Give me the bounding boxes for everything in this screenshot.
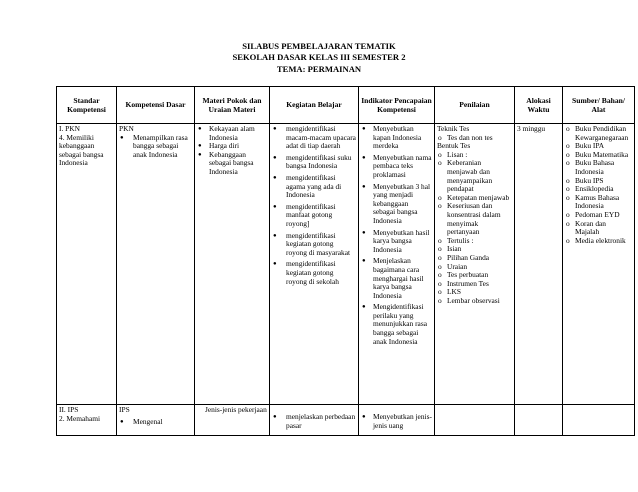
list-item: o Tes dan non tes — [437, 134, 512, 143]
header-sumber: Sumber/ Bahan/ Alat — [563, 87, 635, 124]
cell-materi — [195, 405, 270, 436]
kd-head: PKN — [119, 124, 134, 133]
list-item: o Lisan : — [437, 151, 512, 160]
list-item: o Instrumen Tes — [437, 280, 512, 289]
list-item: ● Menyebutkan hasil karya bangsa Indonesia — [361, 229, 432, 255]
teknik-label: Teknik Tes — [437, 124, 470, 133]
sk-item: 2. Memahami — [59, 413, 101, 423]
title-line-1: SILABUS PEMBELAJARAN TEMATIK — [242, 41, 396, 51]
table-row — [57, 124, 635, 405]
kd-head: IPS — [119, 405, 130, 414]
list-item: o Tes perbuatan — [437, 271, 512, 280]
title-line-2: SEKOLAH DASAR KELAS III SEMESTER 2 — [232, 52, 406, 62]
list-item: ● Menjelaskan bagaimana cara menghargai hasil karya bangsa Indonesia — [361, 257, 432, 300]
list-item: ● mengidentifikasi macam-macam upacara adat di tiap daerah — [272, 125, 356, 151]
header-kegiatan: Kegiatan Belajar — [270, 87, 359, 124]
list-item: ● Menyebutkan kapan Indonesia merdeka — [361, 125, 432, 151]
cell-indikator — [359, 124, 435, 405]
list-item: o Media elektronik — [565, 237, 632, 246]
cell-penilaian — [435, 405, 515, 436]
kegiatan-list — [272, 413, 356, 430]
list-item: o Lembar observasi — [437, 297, 512, 306]
alokasi-value: 3 minggu — [517, 124, 546, 133]
list-item: ● mengidentifikasi agama yang ada di Indonesia — [272, 174, 356, 200]
indikator-list — [361, 125, 432, 346]
cell-materi — [195, 124, 270, 405]
cell-kompetensi-dasar — [117, 405, 195, 436]
list-item: ● Kekayaan alam Indonesia — [197, 125, 267, 142]
header-materi: Materi Pokok dan Uraian Materi — [195, 87, 270, 124]
list-item: o Kamus Bahasa Indonesia — [565, 194, 632, 211]
list-item: ● mengidentifikasi kegiatan gotong royong di masyarakat — [272, 232, 356, 258]
teknik-list — [437, 134, 512, 143]
list-item: ● Mengidentifikasi perilaku yang menunjukkan rasa bangga sebagai anak Indonesia — [361, 303, 432, 346]
cell-penilaian — [435, 124, 515, 405]
list-item: ● mengidentifikasi manfaat gotong royong] — [272, 203, 356, 229]
header-kompetensi-dasar: Kompetensi Dasar — [117, 87, 195, 124]
list-item: o Koran dan Majalah — [565, 220, 632, 237]
list-item: o Keseriusan dan konsentrasi dalam menyimak pertanyaan — [437, 202, 512, 236]
list-item: o Keberanian menjawab dan menyampaikan pendapat — [437, 159, 512, 193]
list-item: o Isian — [437, 245, 512, 254]
bentuk-label: Bentuk Tes — [437, 141, 471, 151]
list-item: ● Menyebutkan jenis-jenis uang — [361, 413, 432, 430]
list-item: ● Menampilkan rasa bangga sebagai anak Indonesia — [119, 134, 192, 160]
header-row — [57, 87, 635, 124]
kegiatan-list — [272, 125, 356, 286]
list-item: ● Kebanggaan sebagai bangsa Indonesia — [197, 151, 267, 177]
list-item: ● Menyebutkan nama pembaca teks proklamasi — [361, 154, 432, 180]
kd-list — [119, 418, 192, 427]
list-item: ● mengidentifikasi kegiatan gotong royong di sekolah — [272, 260, 356, 286]
title-line-3: TEMA: PERMAINAN — [276, 64, 362, 74]
list-item: o Uraian — [437, 263, 512, 272]
list-item: o LKS — [437, 288, 512, 297]
cell-sumber — [563, 405, 635, 436]
list-item: o Pilihan Ganda — [437, 254, 512, 263]
list-item: ● Mengenal — [119, 418, 192, 427]
cell-standar — [57, 405, 117, 436]
kd-list — [119, 134, 192, 160]
list-item: o Ketepatan menjawab — [437, 194, 512, 203]
cell-indikator — [359, 405, 435, 436]
cell-standar — [57, 124, 117, 405]
header-penilaian: Penilaian — [435, 87, 515, 124]
list-item: o Buku Matematika — [565, 151, 632, 160]
list-item: o Buku Pendidikan Kewarganegaraan — [565, 125, 632, 142]
bentuk-list — [437, 151, 512, 306]
list-item: ● Harga diri — [197, 142, 267, 151]
materi-value: Jenis-jenis pekerjaan — [205, 405, 267, 414]
cell-alokasi — [515, 124, 563, 405]
list-item: ● mengidentifikasi suku bangsa Indonesia — [272, 154, 356, 171]
list-item: o Buku Bahasa Indonesia — [565, 159, 632, 176]
list-item: o Buku IPA — [565, 142, 632, 151]
list-item: o Tertulis : — [437, 237, 512, 246]
materi-list — [197, 125, 267, 177]
cell-kegiatan — [270, 405, 359, 436]
syllabus-table — [56, 86, 635, 436]
list-item: o Buku IPS — [565, 177, 632, 186]
sk-head: II. IPS — [59, 405, 79, 414]
header-standar: Standar Kompetensi — [57, 87, 117, 124]
indikator-list — [361, 413, 432, 430]
list-item: o Pedoman EYD — [565, 211, 632, 220]
header-alokasi: Alokasi Waktu — [515, 87, 563, 124]
list-item: ● menjelaskan perbedaan pasar — [272, 413, 356, 430]
cell-sumber — [563, 124, 635, 405]
sumber-list — [565, 125, 632, 245]
cell-kompetensi-dasar — [117, 124, 195, 405]
table-row — [57, 405, 635, 436]
header-indikator: Indikator Pencapaian Kompetensi — [359, 87, 435, 124]
sk-head: I. PKN — [59, 124, 80, 133]
cell-kegiatan — [270, 124, 359, 405]
sk-item: 4. Memiliki kebanggaan sebagai bangsa Indonesia — [59, 132, 104, 168]
list-item: ● Menyebutkan 3 hal yang menjadi kebanggaan sebagai bangsa Indonesia — [361, 183, 432, 226]
cell-alokasi — [515, 405, 563, 436]
list-item: o Ensiklopedia — [565, 185, 632, 194]
